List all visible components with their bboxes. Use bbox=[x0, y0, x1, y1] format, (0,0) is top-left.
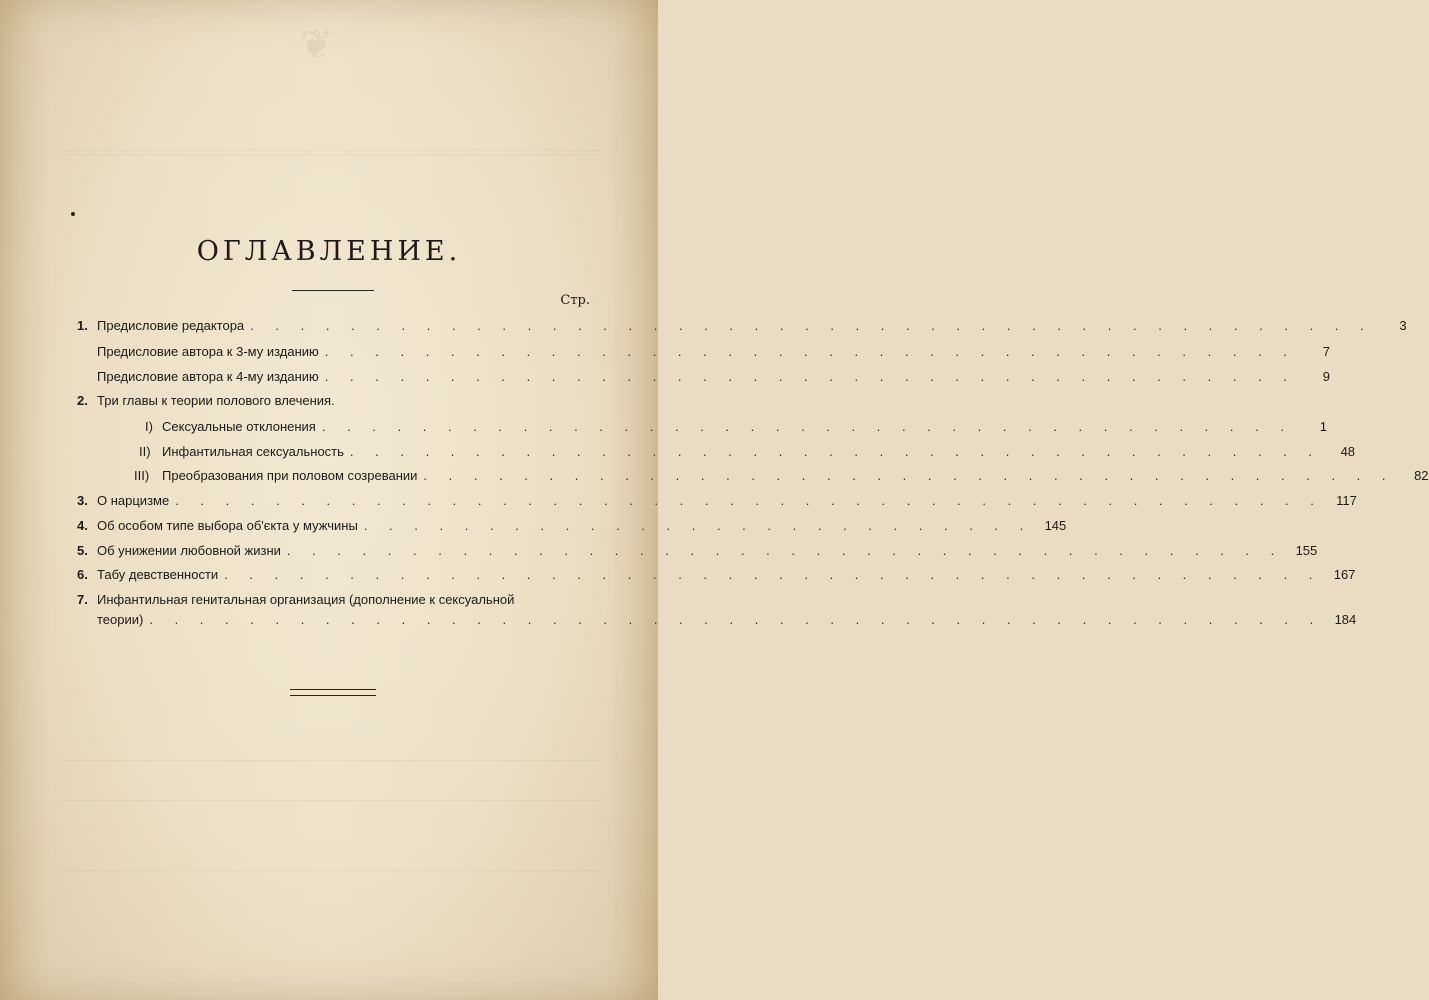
leader-dots: . . . . . . . . . . . . . . . . . . . . . . . . . . . . . . . . . . . . . . . . . . . . . . bbox=[175, 493, 1323, 508]
toc-entry-number: II) bbox=[139, 444, 151, 459]
toc-entry-page: 82 bbox=[1414, 468, 1429, 483]
toc-entry-title: Преобразования при половом созревании bbox=[162, 468, 418, 483]
toc-entry-page: 167 bbox=[1333, 567, 1356, 582]
leader-dots: . . . . . . . . . . . . . . . . . . . . . . . . . . . . . . . . . . . . . . . . . . . . . bbox=[250, 318, 1373, 333]
toc-entry-number: 7. bbox=[77, 592, 88, 607]
toc-entry bbox=[77, 318, 1407, 333]
leader-dots: . . . . . . . . . . . . . . . . . . . . . . . . . . . . . . . . . . . . . . . bbox=[321, 419, 1293, 434]
toc-entry bbox=[97, 344, 1330, 359]
toc-entry-title: Об унижении любовной жизни bbox=[97, 543, 281, 558]
toc-entry-number: 6. bbox=[77, 567, 88, 582]
toc-entry-page: 9 bbox=[1322, 369, 1330, 384]
toc-entry-title: Предисловие автора к 4-му изданию bbox=[97, 369, 319, 384]
leader-dots: . . . . . . . . . . . . . . . . . . . . . . . . . . . . . . . . . . . . . . . bbox=[423, 468, 1395, 483]
end-ornament-rule bbox=[290, 689, 376, 696]
toc-entry bbox=[77, 543, 1318, 558]
toc-entry-page: 48 bbox=[1340, 444, 1356, 459]
toc-entry bbox=[77, 493, 1357, 508]
leader-dots: . . . . . . . . . . . . . . . . . . . . . . . . . . . . . . . . . . . . . . . bbox=[324, 369, 1296, 384]
leader-dots: . . . . . . . . . . . . . . . . . . . . . . . . . . . . . . . . . . . . . . . bbox=[349, 444, 1322, 459]
bleed-through-ornament: ❦ bbox=[300, 22, 334, 68]
toc-entry-title: теории) bbox=[97, 612, 144, 627]
toc-entry-title: Табу девственности bbox=[97, 567, 219, 582]
leader-dots: . . . . . . . . . . . . . . . . . . . . . . . . . . . . . . . . . . . . . . . . . . . . . . . bbox=[149, 612, 1323, 627]
page-title: ОГЛАВЛЕНИЕ. bbox=[196, 236, 462, 267]
toc-entry-page: 155 bbox=[1295, 543, 1318, 558]
toc-entry-title: О нарцизме bbox=[97, 493, 170, 508]
leader-dots: . . . . . . . . . . . . . . . . . . . . . . . . . . . bbox=[363, 518, 1033, 533]
toc-entry-page: 117 bbox=[1336, 493, 1357, 508]
toc-entry bbox=[97, 369, 1330, 384]
toc-entry-title: Предисловие редактора bbox=[97, 318, 245, 333]
leader-dots: . . . . . . . . . . . . . . . . . . . . . . . . . . . . . . . . . . . . . . . . . . . . bbox=[224, 567, 1322, 582]
toc-entry-title: Инфантильная сексуальность bbox=[162, 444, 344, 459]
toc-entry-number: I) bbox=[145, 419, 153, 434]
toc-entry bbox=[134, 468, 1429, 483]
toc-entry-number: 1. bbox=[77, 318, 88, 333]
toc-entry bbox=[139, 444, 1356, 459]
toc-entry-page: 1 bbox=[1319, 419, 1327, 434]
toc-entry-title: Сексуальные отклонения bbox=[162, 419, 316, 434]
toc-entry-number: 5. bbox=[77, 543, 88, 558]
toc-entry-page: 184 bbox=[1334, 612, 1357, 627]
toc-entry bbox=[77, 592, 587, 607]
toc-entry-number: 4. bbox=[77, 518, 88, 533]
toc-entry-title: Три главы к теории полового влечения. bbox=[97, 393, 335, 408]
toc-entry bbox=[77, 393, 587, 408]
toc-entry-title: Об особом типе выбора об'єкта у мужчины bbox=[97, 518, 358, 533]
toc-entry bbox=[97, 612, 1357, 627]
toc-entry-number: III) bbox=[134, 468, 150, 483]
leader-dots: . . . . . . . . . . . . . . . . . . . . . . . . . . . . . . . . . . . . . . . bbox=[324, 344, 1296, 359]
toc-entry-page: 145 bbox=[1044, 518, 1067, 533]
page-column-label: Стр. bbox=[560, 293, 590, 308]
toc-entry-page: 7 bbox=[1322, 344, 1330, 359]
toc-entry bbox=[77, 567, 1356, 582]
toc-entry-number: 3. bbox=[77, 493, 88, 508]
toc-entry-title: Инфантильная генитальная организация (дополнение к сексуальной bbox=[97, 592, 515, 607]
toc-entry bbox=[145, 419, 1327, 434]
leader-dots: . . . . . . . . . . . . . . . . . . . . . . . . . . . . . . . . . . . . . . . . bbox=[286, 543, 1284, 558]
toc-entry-number: 2. bbox=[77, 393, 88, 408]
toc-entry-title: Предисловие автора к 3-му изданию bbox=[97, 344, 319, 359]
toc-entry bbox=[77, 518, 1067, 533]
toc-entry-page: 3 bbox=[1399, 318, 1407, 333]
